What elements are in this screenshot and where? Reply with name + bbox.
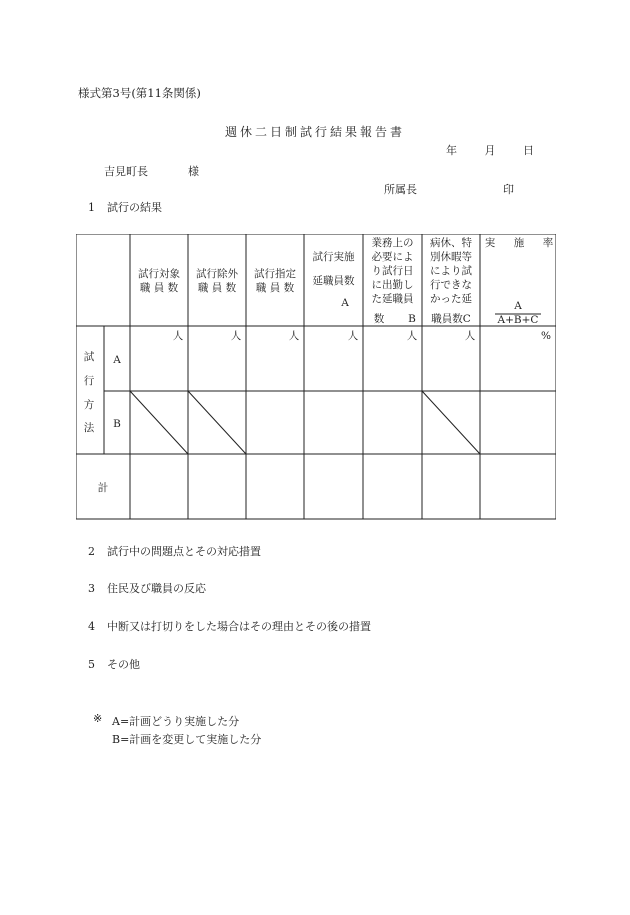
section-number: 2 bbox=[88, 545, 95, 558]
diagonal-mark bbox=[422, 391, 480, 454]
header-text: 試行除外 bbox=[196, 268, 238, 280]
section-number: 1 bbox=[88, 201, 95, 214]
header-text: 病休、特 bbox=[430, 237, 472, 249]
row-label-b: B bbox=[113, 418, 121, 430]
note-b: B=計画を変更して実施した分 bbox=[112, 733, 262, 746]
unit-labels bbox=[173, 329, 551, 342]
row-group-char: 試 bbox=[83, 351, 95, 363]
seal-mark: 印 bbox=[503, 183, 514, 196]
column-header-2 bbox=[196, 267, 238, 294]
section-2 bbox=[88, 543, 261, 559]
column-header-4 bbox=[313, 251, 355, 309]
header-text: A bbox=[341, 297, 349, 309]
column-header-7 bbox=[485, 236, 554, 326]
header-text: 実 bbox=[484, 237, 496, 249]
section-label: 中断又は打切りをした場合はその理由とその後の措置 bbox=[107, 620, 371, 633]
header-text: 別休暇等 bbox=[430, 251, 472, 263]
header-text: 職員数C bbox=[431, 313, 471, 325]
header-text: 試行対象 bbox=[138, 268, 180, 280]
section-label: 試行の結果 bbox=[107, 201, 162, 214]
header-text: に出勤し bbox=[371, 279, 414, 291]
section-1 bbox=[88, 199, 162, 215]
header-text: た延職員 bbox=[371, 293, 414, 305]
header-text: 必要によ bbox=[371, 251, 414, 263]
section-4 bbox=[88, 618, 371, 634]
row-label-a: A bbox=[113, 354, 121, 366]
section-number: 3 bbox=[88, 582, 95, 595]
unit-label: 人 bbox=[172, 330, 184, 342]
header-text: 数 bbox=[373, 313, 385, 325]
header-text: 試行指定 bbox=[254, 268, 296, 280]
diagonal-marks bbox=[130, 391, 480, 454]
addressee-honorific: 様 bbox=[188, 165, 199, 178]
unit-label: 人 bbox=[464, 330, 476, 342]
header-text: 職 員 数 bbox=[255, 282, 295, 294]
note-a: A=計画どうり実施した分 bbox=[112, 715, 240, 728]
header-text: 職 員 数 bbox=[197, 282, 237, 294]
date-month: 月 bbox=[484, 144, 496, 157]
header-text: り試行日 bbox=[371, 265, 414, 277]
sender bbox=[384, 181, 514, 197]
row-group-label bbox=[84, 351, 95, 434]
header-text: 延職員数 bbox=[312, 275, 355, 287]
section-label: 試行中の問題点とその対応措置 bbox=[107, 545, 261, 558]
note-mark: ※ bbox=[93, 712, 103, 725]
date-year: 年 bbox=[446, 144, 457, 157]
section-3 bbox=[88, 580, 206, 596]
unit-label: 人 bbox=[347, 330, 359, 342]
section-label: その他 bbox=[107, 658, 140, 671]
column-header-5 bbox=[372, 236, 417, 325]
rate-numerator: A bbox=[514, 300, 522, 312]
column-header-3 bbox=[254, 267, 296, 294]
header-text: 試行実施 bbox=[312, 251, 355, 263]
section-5 bbox=[88, 656, 140, 672]
result-table bbox=[76, 234, 556, 520]
addressee-name: 吉見町長 bbox=[104, 165, 148, 178]
header-text: かった延 bbox=[430, 293, 472, 305]
date-day: 日 bbox=[523, 144, 534, 157]
unit-label: % bbox=[541, 330, 551, 342]
date-line bbox=[446, 142, 534, 158]
header-text: 行できな bbox=[430, 279, 472, 291]
rate-denominator: A+B+C bbox=[497, 314, 539, 326]
section-label: 住民及び職員の反応 bbox=[107, 582, 206, 595]
column-header-6 bbox=[430, 236, 472, 325]
row-group-char: 方 bbox=[83, 399, 95, 411]
total-row-label: 計 bbox=[97, 482, 109, 494]
header-text: 職 員 数 bbox=[139, 282, 179, 294]
diagonal-mark bbox=[188, 391, 246, 454]
section-number: 4 bbox=[88, 620, 95, 633]
unit-label: 人 bbox=[406, 330, 418, 342]
sender-label: 所属長 bbox=[384, 183, 417, 196]
header-text: 施 bbox=[513, 237, 525, 249]
row-group-char: 法 bbox=[83, 422, 95, 434]
unit-label: 人 bbox=[288, 330, 300, 342]
header-text: により試 bbox=[430, 265, 472, 277]
header-text: 率 bbox=[542, 237, 554, 249]
form-number: 様式第3号(第11条関係) bbox=[78, 86, 201, 100]
addressee bbox=[104, 163, 199, 179]
diagonal-mark bbox=[130, 391, 188, 454]
header-text: 業務上の bbox=[371, 237, 414, 249]
unit-label: 人 bbox=[230, 330, 242, 342]
column-header-1 bbox=[138, 267, 180, 294]
document-title: 週休二日制試行結果報告書 bbox=[224, 125, 405, 139]
header-text: B bbox=[408, 313, 416, 325]
section-number: 5 bbox=[88, 658, 95, 671]
row-group-char: 行 bbox=[83, 375, 95, 387]
